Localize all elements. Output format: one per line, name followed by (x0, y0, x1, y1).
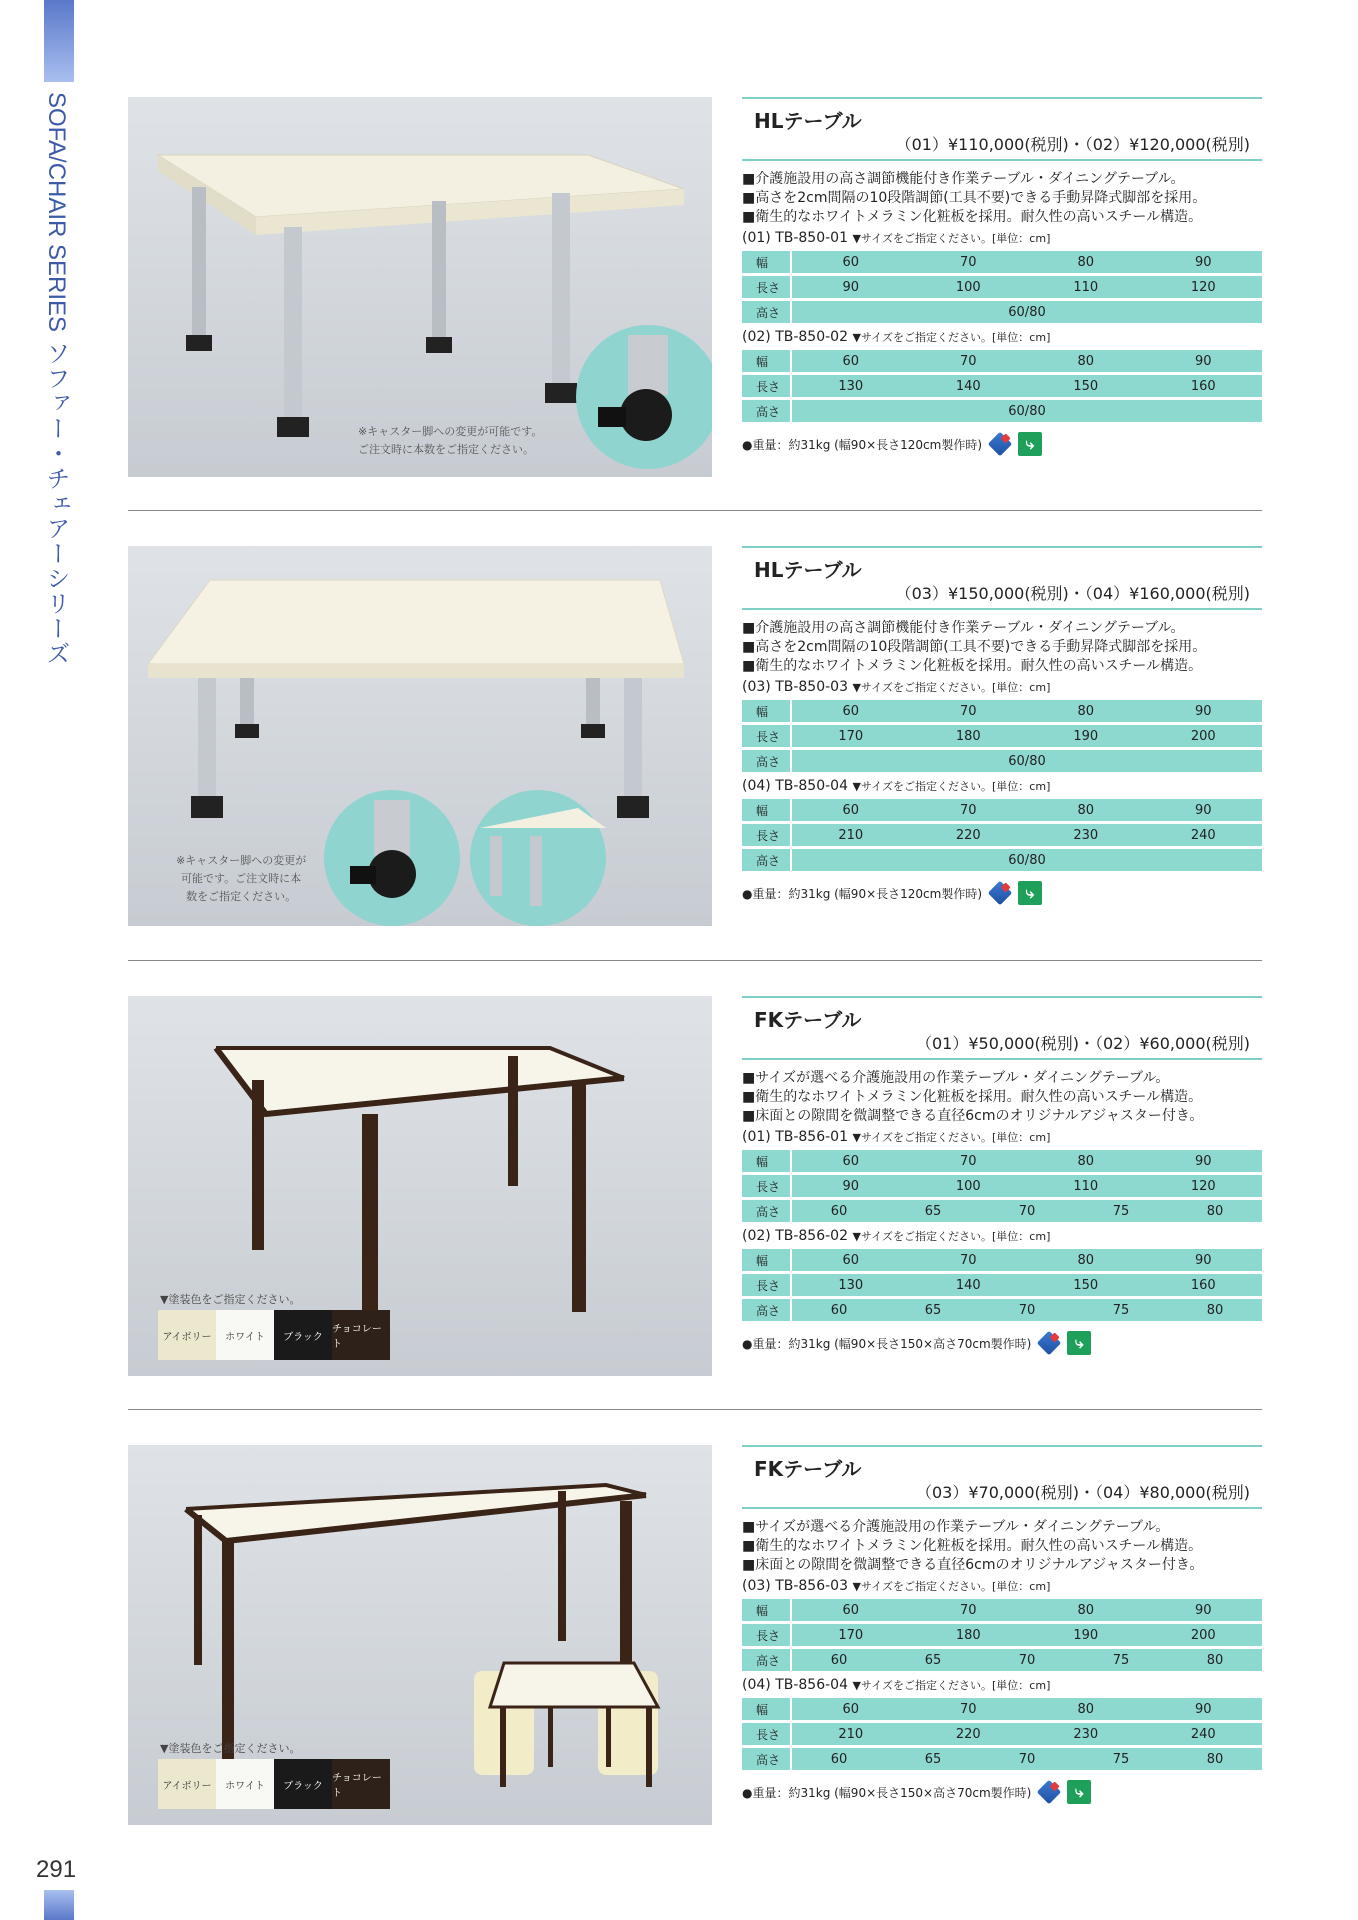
product-description (742, 1069, 1262, 1126)
size-cell: 110 (1027, 276, 1145, 298)
description-line: ■高さを2cm間隔の10段階調節(工具不要)できる手動昇降式脚部を採用。 (742, 190, 1207, 206)
product-price: （01）¥50,000(税別)・（02）¥60,000(税別) (915, 1034, 1250, 1053)
product-price: （03）¥70,000(税別)・（04）¥80,000(税別) (915, 1483, 1250, 1502)
size-cell: 75 (1074, 1200, 1168, 1222)
size-table (742, 347, 1262, 425)
size-row-label: 長さ (742, 725, 792, 747)
model-code: (02) TB-850-02 (742, 329, 848, 345)
size-cell: 60 (792, 350, 910, 372)
side-accent-bar-top (44, 0, 74, 82)
size-cell: 120 (1145, 276, 1263, 298)
description-line: ■衛生的なホワイトメラミン化粧板を採用。耐久性の高いスチール構造。 (742, 658, 1203, 674)
size-cell: 70 (980, 1649, 1074, 1671)
description-line: ■サイズが選べる介護施設用の作業テーブル・ダイニングテーブル。 (742, 1070, 1170, 1086)
size-cell: 150 (1027, 1274, 1145, 1296)
page-number: 291 (36, 1856, 77, 1883)
size-cell: 70 (910, 1150, 1028, 1172)
size-row (742, 301, 1262, 323)
size-row (742, 849, 1262, 871)
model-heading (742, 327, 1262, 348)
size-cell: 80 (1168, 1748, 1262, 1770)
size-instruction: ▼サイズをご指定ください。[単位：cm] (852, 1230, 1051, 1243)
model-code: (03) TB-856-03 (742, 1578, 848, 1594)
size-row (742, 1200, 1262, 1222)
description-line: ■床面との隙間を微調整できる直径6cmのオリジナルアジャスター付き。 (742, 1108, 1204, 1124)
size-cell: 240 (1145, 1723, 1263, 1745)
size-cell: 60 (792, 1150, 910, 1172)
size-row-label: 幅 (742, 1150, 792, 1172)
model-code: (01) TB-856-01 (742, 1129, 848, 1145)
size-row (742, 1150, 1262, 1172)
size-cell: 75 (1074, 1299, 1168, 1321)
size-cell: 70 (980, 1299, 1074, 1321)
model-code: (01) TB-850-01 (742, 230, 848, 246)
size-cell: 60 (792, 251, 910, 273)
size-cell: 90 (1145, 251, 1263, 273)
size-table (742, 248, 1262, 326)
description-line: ■衛生的なホワイトメラミン化粧板を採用。耐久性の高いスチール構造。 (742, 1538, 1203, 1554)
product-title: FKテーブル (754, 1008, 862, 1032)
size-cell: 60 (792, 1649, 886, 1671)
size-cell: 70 (910, 799, 1028, 821)
size-cell: 60 (792, 1200, 886, 1222)
size-cell: 210 (792, 1723, 910, 1745)
model-heading (742, 1127, 1262, 1148)
product-section (128, 546, 1262, 926)
size-cell: 60 (792, 700, 910, 722)
weight-info (742, 878, 1262, 908)
size-cell: 80 (1027, 251, 1145, 273)
size-cell: 220 (910, 1723, 1028, 1745)
size-cell: 75 (1074, 1748, 1168, 1770)
size-row (742, 1175, 1262, 1197)
size-cell: 90 (1145, 700, 1263, 722)
series-title-jp: ソファー・チェアーシリーズ (42, 340, 70, 666)
size-row-label: 高さ (742, 849, 792, 871)
color-swatch: ホワイト (216, 1310, 274, 1360)
color-swatch: チョコレート (332, 1759, 390, 1809)
description-line: ■サイズが選べる介護施設用の作業テーブル・ダイニングテーブル。 (742, 1519, 1170, 1535)
size-instruction: ▼サイズをご指定ください。[単位：cm] (852, 331, 1051, 344)
color-choice-label: ▼塗装色をご指定ください。 (160, 1293, 301, 1306)
size-row-label: 高さ (742, 1200, 792, 1222)
size-cell: 70 (910, 1599, 1028, 1621)
model-code: (04) TB-856-04 (742, 1677, 848, 1693)
size-cell: 90 (1145, 1698, 1263, 1720)
size-row (742, 1274, 1262, 1296)
size-cell: 140 (910, 1274, 1028, 1296)
size-row-label: 幅 (742, 799, 792, 821)
weight-text: ●重量：約31kg (幅90×長さ150×高さ70cm製作時) (742, 1785, 1032, 1800)
size-row-label: 幅 (742, 1698, 792, 1720)
size-row-label: 幅 (742, 350, 792, 372)
size-row (742, 375, 1262, 397)
model-code: (03) TB-850-03 (742, 679, 848, 695)
size-row (742, 1599, 1262, 1621)
size-row-label: 幅 (742, 1249, 792, 1271)
size-row (742, 1698, 1262, 1720)
model-heading (742, 1675, 1262, 1696)
size-cell: 65 (886, 1299, 980, 1321)
model-heading (742, 1226, 1262, 1247)
size-cell: 140 (910, 375, 1028, 397)
size-cell: 70 (980, 1200, 1074, 1222)
size-cell: 80 (1168, 1200, 1262, 1222)
size-cell: 60 (792, 1748, 886, 1770)
series-title-en: SOFA/CHAIR SERIES (43, 92, 70, 333)
color-swatch: チョコレート (332, 1310, 390, 1360)
size-row (742, 251, 1262, 273)
size-cell: 90 (1145, 1249, 1263, 1271)
product-price: （01）¥110,000(税別)・（02）¥120,000(税別) (895, 135, 1250, 154)
size-cell: 90 (1145, 1150, 1263, 1172)
size-cell: 70 (910, 251, 1028, 273)
size-cell: 230 (1027, 824, 1145, 846)
size-row-label: 高さ (742, 1649, 792, 1671)
size-row (742, 700, 1262, 722)
product-price: （03）¥150,000(税別)・（04）¥160,000(税別) (895, 584, 1250, 603)
product-info (742, 97, 1262, 459)
size-row (742, 824, 1262, 846)
side-accent-bar-bottom (44, 1890, 74, 1920)
size-table (742, 697, 1262, 775)
model-code: (02) TB-856-02 (742, 1228, 848, 1244)
size-row-label: 幅 (742, 1599, 792, 1621)
section-divider (128, 510, 1262, 511)
size-cell: 80 (1027, 1249, 1145, 1271)
color-swatches (158, 1759, 390, 1809)
caster-note (176, 852, 306, 906)
description-line: ■衛生的なホワイトメラミン化粧板を採用。耐久性の高いスチール構造。 (742, 1089, 1203, 1105)
size-row (742, 1748, 1262, 1770)
size-cell: 60/80 (792, 750, 1262, 772)
caster-note (358, 423, 542, 459)
size-cell: 60/80 (792, 301, 1262, 323)
color-swatch: アイボリー (158, 1310, 216, 1360)
size-table (742, 1596, 1262, 1674)
description-line: ■床面との隙間を微調整できる直径6cmのオリジナルアジャスター付き。 (742, 1557, 1204, 1573)
size-row (742, 750, 1262, 772)
size-row (742, 350, 1262, 372)
size-cell: 65 (886, 1649, 980, 1671)
delivery-box-icon (1037, 1331, 1061, 1355)
product-title: FKテーブル (754, 1457, 862, 1481)
product-description (742, 1518, 1262, 1575)
size-cell: 160 (1145, 1274, 1263, 1296)
size-row-label: 長さ (742, 1624, 792, 1646)
caster-note-line: ご注文時に本数をご指定ください。 (358, 443, 534, 456)
delivery-box-icon (988, 881, 1012, 905)
delivery-box-icon (1037, 1780, 1061, 1804)
section-divider (128, 960, 1262, 961)
size-instruction: ▼サイズをご指定ください。[単位：cm] (852, 780, 1051, 793)
size-cell: 60 (792, 799, 910, 821)
description-line: ■衛生的なホワイトメラミン化粧板を採用。耐久性の高いスチール構造。 (742, 209, 1203, 225)
size-instruction: ▼サイズをご指定ください。[単位：cm] (852, 1131, 1051, 1144)
product-section (128, 996, 1262, 1376)
size-row-label: 長さ (742, 1723, 792, 1745)
size-row (742, 799, 1262, 821)
size-cell: 60/80 (792, 849, 1262, 871)
weight-text: ●重量：約31kg (幅90×長さ150×高さ70cm製作時) (742, 1336, 1032, 1351)
size-cell: 90 (1145, 1599, 1263, 1621)
model-heading (742, 228, 1262, 249)
size-cell: 230 (1027, 1723, 1145, 1745)
product-photo (128, 996, 712, 1376)
delivery-box-icon (988, 432, 1012, 456)
size-row (742, 1249, 1262, 1271)
price-rule (742, 1058, 1262, 1060)
product-title: HLテーブル (754, 109, 862, 133)
size-cell: 80 (1027, 1698, 1145, 1720)
size-cell: 80 (1027, 1150, 1145, 1172)
assembly-icon: ⤷ (1067, 1780, 1091, 1804)
weight-info (742, 429, 1262, 459)
assembly-icon: ⤷ (1018, 432, 1042, 456)
size-table (742, 1695, 1262, 1773)
size-cell: 170 (792, 1624, 910, 1646)
size-cell: 65 (886, 1200, 980, 1222)
product-section (128, 97, 1262, 477)
size-instruction: ▼サイズをご指定ください。[単位：cm] (852, 1580, 1051, 1593)
price-rule (742, 608, 1262, 610)
product-photo (128, 97, 712, 477)
size-cell: 70 (980, 1748, 1074, 1770)
size-cell: 80 (1168, 1299, 1262, 1321)
description-line: ■介護施設用の高さ調節機能付き作業テーブル・ダイニングテーブル。 (742, 171, 1185, 187)
product-info (742, 1445, 1262, 1807)
size-cell: 180 (910, 1624, 1028, 1646)
product-photo (128, 1445, 712, 1825)
size-row (742, 1299, 1262, 1321)
weight-text: ●重量：約31kg (幅90×長さ120cm製作時) (742, 886, 983, 901)
product-photo-illustration (128, 97, 712, 477)
size-cell: 60/80 (792, 400, 1262, 422)
size-cell: 90 (1145, 350, 1263, 372)
size-cell: 65 (886, 1748, 980, 1770)
size-cell: 160 (1145, 375, 1263, 397)
size-cell: 80 (1027, 350, 1145, 372)
size-cell: 110 (1027, 1175, 1145, 1197)
color-swatch: ホワイト (216, 1759, 274, 1809)
size-cell: 80 (1027, 799, 1145, 821)
model-heading (742, 1576, 1262, 1597)
color-swatch: アイボリー (158, 1759, 216, 1809)
size-cell: 200 (1145, 1624, 1263, 1646)
size-cell: 60 (792, 1249, 910, 1271)
size-cell: 80 (1027, 700, 1145, 722)
size-row-label: 高さ (742, 1299, 792, 1321)
size-row (742, 400, 1262, 422)
size-cell: 180 (910, 725, 1028, 747)
size-cell: 75 (1074, 1649, 1168, 1671)
series-title (44, 92, 74, 692)
size-table (742, 796, 1262, 874)
price-rule (742, 1507, 1262, 1509)
size-row (742, 1649, 1262, 1671)
size-row-label: 高さ (742, 301, 792, 323)
model-heading (742, 776, 1262, 797)
section-divider (128, 1409, 1262, 1410)
size-table (742, 1246, 1262, 1324)
size-row-label: 高さ (742, 1748, 792, 1770)
size-instruction: ▼サイズをご指定ください。[単位：cm] (852, 1679, 1051, 1692)
model-code: (04) TB-850-04 (742, 778, 848, 794)
caster-note-line: 数をご指定ください。 (186, 890, 297, 903)
description-line: ■介護施設用の高さ調節機能付き作業テーブル・ダイニングテーブル。 (742, 620, 1185, 636)
size-cell: 90 (792, 1175, 910, 1197)
color-swatches (158, 1310, 390, 1360)
price-rule (742, 159, 1262, 161)
product-photo (128, 546, 712, 926)
size-cell: 120 (1145, 1175, 1263, 1197)
size-row (742, 276, 1262, 298)
size-row-label: 長さ (742, 1175, 792, 1197)
caster-note-line: ※キャスター脚への変更が可能です。 (358, 425, 543, 438)
size-row (742, 1624, 1262, 1646)
size-cell: 70 (910, 350, 1028, 372)
size-cell: 240 (1145, 824, 1263, 846)
size-row-label: 高さ (742, 400, 792, 422)
size-cell: 100 (910, 276, 1028, 298)
product-info (742, 546, 1262, 908)
assembly-icon: ⤷ (1067, 1331, 1091, 1355)
size-cell: 60 (792, 1698, 910, 1720)
assembly-icon: ⤷ (1018, 881, 1042, 905)
size-row-label: 長さ (742, 1274, 792, 1296)
caster-note-line: ※キャスター脚への変更が (176, 854, 307, 867)
size-table (742, 1147, 1262, 1225)
weight-info (742, 1777, 1262, 1807)
description-line: ■高さを2cm間隔の10段階調節(工具不要)できる手動昇降式脚部を採用。 (742, 639, 1207, 655)
size-cell: 130 (792, 1274, 910, 1296)
size-cell: 130 (792, 375, 910, 397)
size-cell: 70 (910, 1698, 1028, 1720)
product-title: HLテーブル (754, 558, 862, 582)
size-instruction: ▼サイズをご指定ください。[単位：cm] (852, 681, 1051, 694)
size-row (742, 725, 1262, 747)
size-cell: 80 (1168, 1649, 1262, 1671)
size-row-label: 長さ (742, 375, 792, 397)
size-cell: 200 (1145, 725, 1263, 747)
size-row-label: 高さ (742, 750, 792, 772)
size-cell: 70 (910, 700, 1028, 722)
color-swatch: ブラック (274, 1759, 332, 1809)
product-description (742, 619, 1262, 676)
color-swatch: ブラック (274, 1310, 332, 1360)
weight-info (742, 1328, 1262, 1358)
size-row-label: 幅 (742, 700, 792, 722)
caster-note-line: 可能です。ご注文時に本 (181, 872, 302, 885)
weight-text: ●重量：約31kg (幅90×長さ120cm製作時) (742, 437, 983, 452)
size-cell: 210 (792, 824, 910, 846)
color-choice-label: ▼塗装色をご指定ください。 (160, 1742, 301, 1755)
size-cell: 60 (792, 1299, 886, 1321)
size-row-label: 幅 (742, 251, 792, 273)
size-cell: 60 (792, 1599, 910, 1621)
size-row (742, 1723, 1262, 1745)
size-cell: 90 (1145, 799, 1263, 821)
size-row-label: 長さ (742, 824, 792, 846)
size-cell: 70 (910, 1249, 1028, 1271)
size-cell: 220 (910, 824, 1028, 846)
size-cell: 90 (792, 276, 910, 298)
size-cell: 190 (1027, 1624, 1145, 1646)
product-description (742, 170, 1262, 227)
model-heading (742, 677, 1262, 698)
size-cell: 170 (792, 725, 910, 747)
product-info (742, 996, 1262, 1358)
size-row-label: 長さ (742, 276, 792, 298)
size-cell: 190 (1027, 725, 1145, 747)
size-cell: 150 (1027, 375, 1145, 397)
size-cell: 100 (910, 1175, 1028, 1197)
size-cell: 80 (1027, 1599, 1145, 1621)
size-instruction: ▼サイズをご指定ください。[単位：cm] (852, 232, 1051, 245)
product-section (128, 1445, 1262, 1825)
